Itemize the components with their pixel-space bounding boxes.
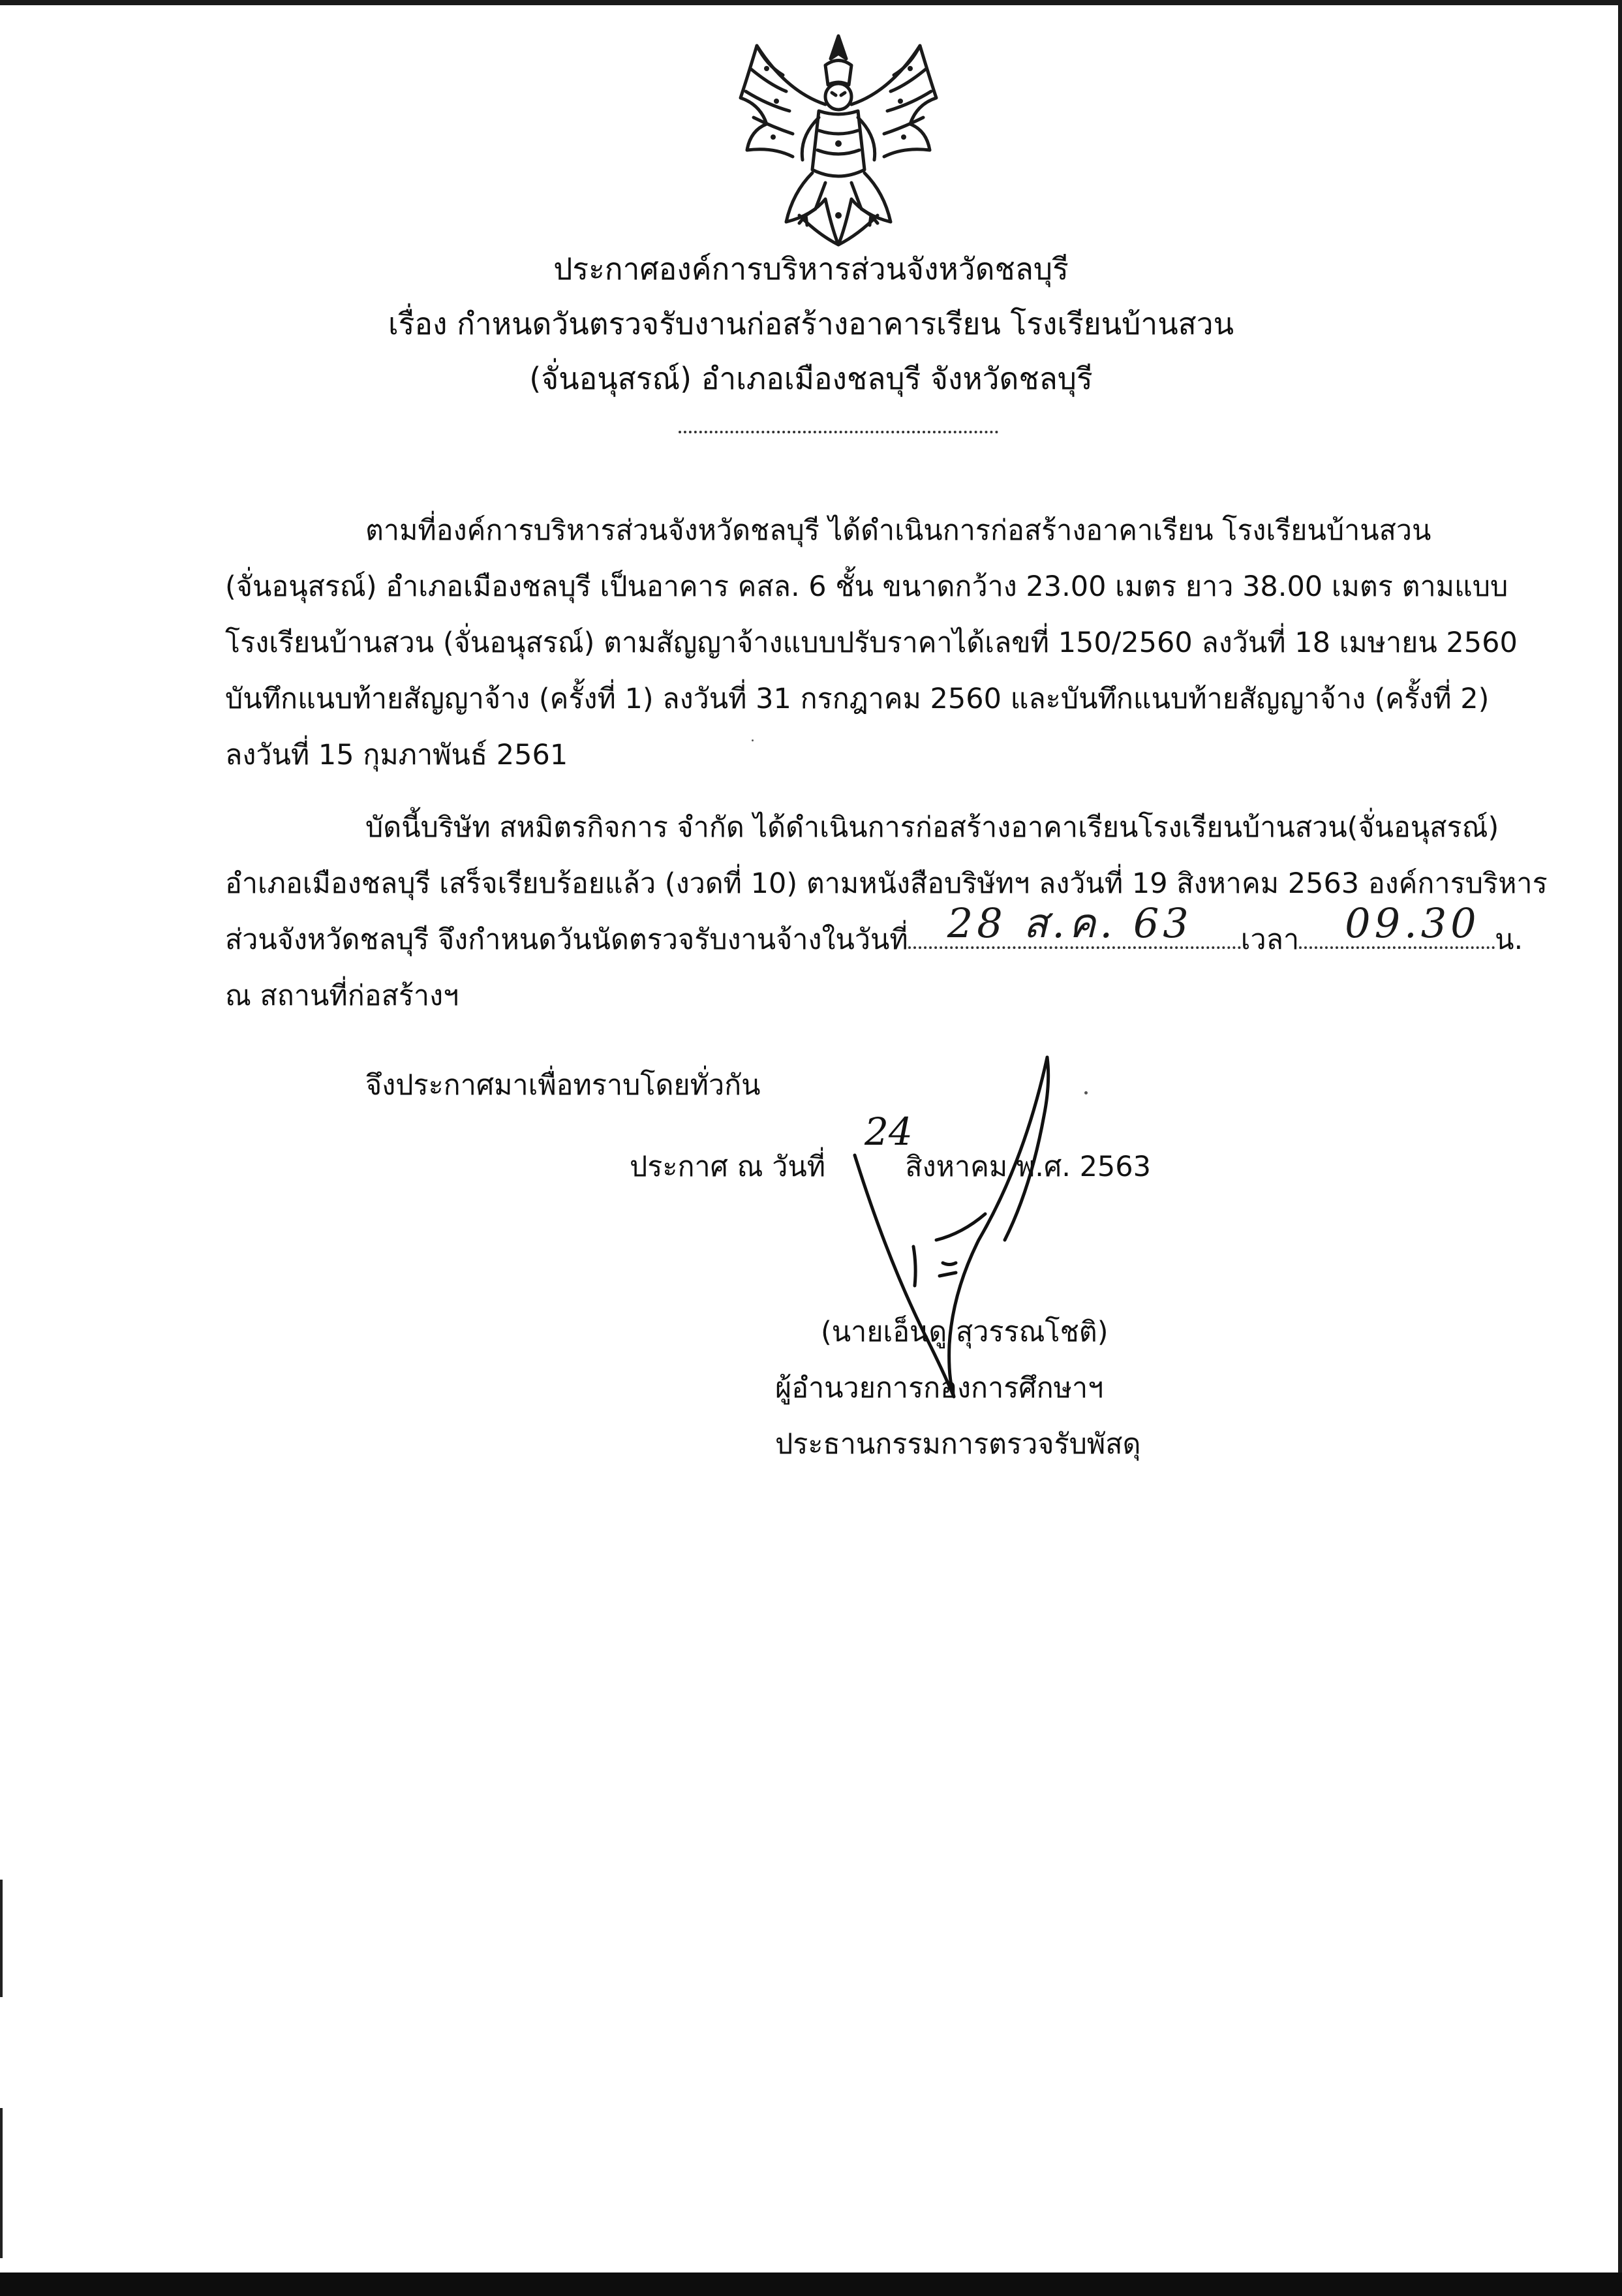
announce-month-year: สิงหาคม พ.ศ. 2563: [905, 1151, 1152, 1183]
paragraph-1-line-1: ตามที่องค์การบริหารส่วนจังหวัดชลบุรี ได้ดำเนินการก่อสร้างอาคาเรียน โรงเรียนบ้านสวน: [365, 514, 1431, 547]
inspection-time-field: [1299, 899, 1495, 949]
closing-statement: จึงประกาศมาเพื่อทราบโดยทั่วกัน: [365, 1069, 761, 1102]
scan-speck: [1084, 1091, 1088, 1094]
announce-day-handwritten: 24: [865, 1109, 913, 1154]
inspection-date-label: ส่วนจังหวัดชลบุรี จึงกำหนดวันนัดตรวจรับงานจ้างในวันที่: [225, 923, 908, 956]
title-divider: [679, 431, 998, 433]
signatory-name: (นายเอ็นดู สุวรรณโชติ): [821, 1316, 1109, 1348]
paragraph-1-line-3: โรงเรียนบ้านสวน (จั่นอนุสรณ์) ตามสัญญาจ้างแบบปรับราคาได้เลขที่ 150/2560 ลงวันที่ 18 เมษายน 2560: [225, 627, 1518, 659]
paragraph-1-line-5: ลงวันที่ 15 กุมภาพันธ์ 2561: [225, 739, 568, 771]
document-subject-line-2: (จั่นอนุสรณ์) อำเภอเมืองชลบุรี จังหวัดชลบุรี: [529, 361, 1093, 396]
paragraph-2-line-2: อำเภอเมืองชลบุรี เสร็จเรียบร้อยแล้ว (งวดที่ 10) ตามหนังสือบริษัทฯ ลงวันที่ 19 สิงหาคม 2563 องค์การบริหาร: [225, 867, 1548, 900]
paragraph-background: [225, 503, 1523, 783]
inspection-time-handwritten: 09.30: [1345, 899, 1480, 947]
paragraph-2-line-3: [225, 899, 1523, 968]
inspection-date-field: [908, 899, 1241, 949]
inspection-date-handwritten: 28 ส.ค. 63: [947, 899, 1193, 947]
document-title: ประกาศองค์การบริหารส่วนจังหวัดชลบุรี: [553, 251, 1069, 287]
scan-edge-left: [0, 2108, 3, 2258]
paragraph-2-line-1: บัดนี้บริษัท สหมิตรกิจการ จำกัด ได้ดำเนินการก่อสร้างอาคาเรียนโรงเรียนบ้านสวน(จั่นอนุสรณ์): [365, 811, 1499, 844]
paragraph-inspection: [225, 799, 1548, 1024]
inspection-time-suffix: น.: [1495, 923, 1523, 956]
announcement-header: [196, 241, 1426, 406]
paragraph-1-line-4: บันทึกแนบท้ายสัญญาจ้าง (ครั้งที่ 1) ลงวันที่ 31 กรกฎาคม 2560 และบันทึกแนบท้ายสัญญาจ้าง (ครั้งที่ 2): [225, 683, 1490, 715]
scan-edge-bottom: [0, 2273, 1622, 2296]
scan-speck: [752, 739, 754, 741]
inspection-time-label: เวลา: [1240, 923, 1300, 956]
scan-edge-left: [0, 1880, 3, 1997]
garuda-emblem-icon: [721, 20, 956, 268]
signatory-position: ผู้อำนวยการกองการศึกษาฯ: [775, 1372, 1104, 1404]
scan-edge-right: [1618, 0, 1622, 2296]
signatory-committee: ประธานกรรมการตรวจรับพัสดุ: [775, 1428, 1141, 1461]
announce-date-prefix: ประกาศ ณ วันที่: [630, 1151, 826, 1183]
document-subject-line-1: เรื่อง กำหนดวันตรวจรับงานก่อสร้างอาคารเรียน โรงเรียนบ้านสวน: [388, 306, 1234, 341]
scan-edge-top: [0, 0, 1622, 5]
paragraph-1-line-2: (จั่นอนุสรณ์) อำเภอเมืองชลบุรี เป็นอาคาร คสล. 6 ชั้น ขนาดกว้าง 23.00 เมตร ยาว 38.00 เมตร ตามแบบ: [225, 570, 1508, 603]
paragraph-2-line-4: ณ สถานที่ก่อสร้างฯ: [225, 980, 459, 1012]
